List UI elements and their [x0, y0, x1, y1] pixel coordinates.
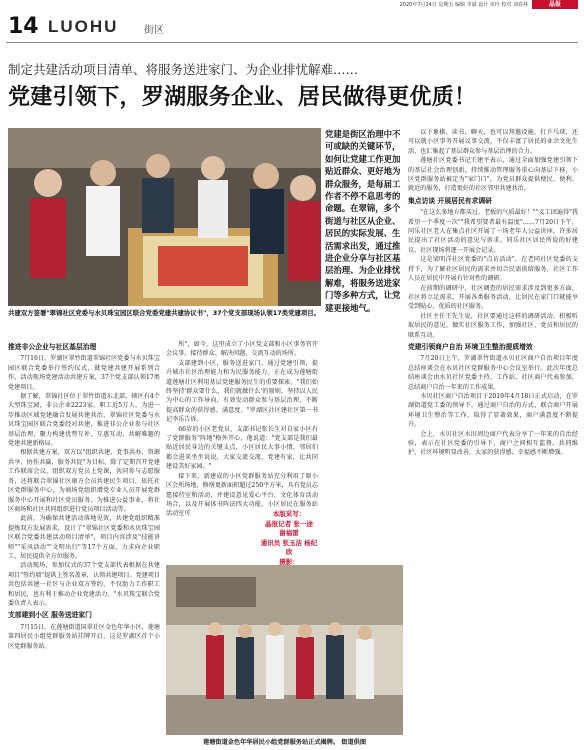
section-heading: 党建引领商户自治 环境卫生整治提质增效: [408, 342, 533, 351]
article-headline: 党建引领下，罗湖服务企业、居民做得更优质！: [8, 85, 477, 110]
page-masthead: [6, 14, 578, 40]
credit-line: 摄影：: [279, 557, 299, 566]
credit-line: 谢福雷: [279, 529, 299, 537]
section-name: 街区: [144, 25, 164, 36]
section-heading: 集点访谈 开展居民有求调研: [408, 196, 492, 205]
page-name: LUOHU: [48, 17, 119, 36]
body-paragraph: 支部建到小区，服务送进家门，通过党建引领，提升城市社区治理能力和为民服务能力。正在成为莲塘街道莲塘社区利用基层党建服务民生的重要探索。"我们始终坚持'群众要什么，我们就做什么'的原则，坚持以人民为中心的工作导向，有效发动群众参与基层治理，不断提高群众的获得感、满意度。"罗湖区社区建社区第一书记李乐告诉。: [166, 359, 318, 424]
page-number: 14: [8, 14, 39, 39]
editorial-intro: 党建是街区治理中不可或缺的关键环节，如何让党建工作更加贴近群众、更好地为群众服务，是每届工作者不停不息思考的命题。在翠锦，多个街道与社区从企业、居民的实际发展、生活需求出发，通过推进企业分享与社区基层治理、为企业排忧解难，将服务送进家门等多种方式，让党建更接地气。: [325, 129, 401, 313]
date-line: 2020年7月24日 星期五 编辑 李斌 设计 章玲 校对 刘春林: [399, 2, 528, 8]
section-heading: 推进非公企业与社区基层治理: [8, 343, 97, 351]
credit-line: 通讯员 张玉洁 杨纪欣: [260, 538, 318, 556]
article-column-3: [408, 128, 578, 746]
body-paragraph: 这是梁明洋社区党委的"点访活动"，在老同社区党委的支持下，为了解社区居民的需求并切合民需供给服务，社区工作人员在居民中开展有针对性的调研。: [408, 256, 578, 283]
body-paragraph: 社区主任王先生说，社区要通过这样的调研活动，积极听取居民的意见，做实社区服务工作，加强社区、党员和居民的联系互动。: [408, 312, 578, 339]
body-paragraph: 接下来，新建成的小区党群服务站充分利用了原小区会所场地，修缮更新面积超过250平方米，具有党员志愿接待室和活动，并建设意见爱心平台，文化体育活动场合，以及开展体书阵法四大功能，小区居民在服务站活动室可: [166, 472, 318, 518]
top-info-bar: [0, 0, 584, 10]
body-paragraph: 据了解，翠锦社区位于翠竹街道东北部，辖区有4个大型珠宝园，非公企业2223家。职工近5万人，为进一步推动区域党建融合发展共建共治，翠锦社区党委与水贝珠宝园区联合党委经对共建，推进非公企业参与社区基层治理，聚力构建优势互补、互惠互动、共解难题的党建共建新格局。: [8, 393, 160, 448]
body-paragraph: "在这么多地方都买过，老板的气质最好！""义工团遍得"我希望一个季度一次""我希望要者最有温度"……7月20日下午，同乐社区老人在集点社区开展了一场老年人公益讲座，许多居民提出了社区活动的意见与诉求。同乐社区居民所说的好建议，社区现场将逐一开展会记录。: [408, 209, 578, 254]
body-paragraph: 根据共建方案，双方以"组织共建、党事共办、资源共享、协作共赢、服务共促"为目标，除了定期召开党建工作联席会议，组织双方党员上党课，共同参与志愿服务，还将联合翠锦社区康方会员共建民生项目，依托社区党群服务中心，为商场党组织增党专业人员开展党群服务中心开展和社区党员服务。为推进公益事业，将社区商场和社区共同组织进行党员项目活动等。: [8, 449, 160, 513]
body-paragraph: 在前期的调研中，社区调查的居民需求涉及到更多方面，社区将立足需求，开展各类服务活动，让居民在家门口就能享受到贴心、优质的社区服务。: [408, 284, 578, 311]
masthead-divider: [6, 42, 578, 43]
article-subhead: 制定共建活动项目清单、将服务送进家门、为企业排忧解难……: [8, 62, 359, 77]
body-paragraph: 以下象棋、读书、聊天，也可以拜邀设施，打乒乓球，还可以就小区事务开展议事交流，不仅丰富了居民的业余文化生活，也汇集起了基层群众参与基层治理的合力。: [408, 129, 578, 155]
body-paragraph: 水贝社区商户自治项目于2019年4月18日正式启动，在罗湖街道党工委的领导下，通过商户自治的方式，联合商户开展环境卫生整治等工作，取得了显著效果，商户满意度不断提升。: [408, 392, 578, 429]
body-paragraph: 66岁的小区老党员，支部书记张长生对自家小区有了党群服务"阵地"格外开心，他说道："党支部是我们最贴近居民身边的关键支点，小区居民大事小情，邻居们都会进来坐坐说说，大家交流交流，党建有家，让共同建设美好家园。": [166, 425, 318, 471]
section-heading: 支部建到小区 服务送进家门: [8, 611, 92, 620]
body-paragraph: 所"，如今，这里成立了小区党支部和小区事务官开会议事、接待群众、解决问题、交流互动的场所。: [166, 341, 318, 358]
body-paragraph: 会上，水贝社区水田周边商户代表分享了一年来的自治经验，表示在社区党委的引导下，商户之间相互监督、共同维护，社区环境明显改善，大家的获得感、幸福感不断增强。: [408, 430, 578, 457]
photo-caption-station: 莲塘街道金色年华居民小组党群服务站正式揭牌。 街道供图: [202, 739, 367, 746]
body-paragraph: 7月16日，罗湖区翠竹街道翠锦社区党委与水贝珠宝园区联合党委举行签约仪式，就党建共建开展系列合作，活动现场党建活动共建方案，37个党支部认领17类党建项目。: [8, 355, 160, 391]
credit-line: 晶报记者 张一途: [265, 519, 313, 528]
body-paragraph: 莲塘社区党委书记王建平表示，通过全面加强党建引领下的基层社会治理创新，持续推动管理服务重心向基层下移，小区党群服务站被定为"家门口"，为党员群众提供便民、便利、就近的服务，打造更好的社区邻里共建共治。: [408, 157, 578, 193]
article-column-1: [8, 340, 160, 748]
service-station-photo: [166, 565, 403, 735]
body-paragraph: 7月15日，在莲塘街道国翠社区金色年华小区，莲塘第四居民小组党群服务站挂牌开启，这是罗湖区首个小区党群服务站。: [8, 623, 160, 650]
body-paragraph: 7月20日上午，罗湖翠竹街道水贝社区商户自治项目年度总结座谈会在水贝社区党群服务中心会议室举行。此次年度总结座谈会由水贝社区党委主持，工作站、社区商户代表参加，总结商户自治一年来的工作成果。: [408, 355, 578, 391]
credit-line: 本版采写：: [272, 510, 306, 518]
newspaper-logo: 晶报: [532, 0, 578, 9]
body-paragraph: 此前，为确保共建活动落地见效，共建党组织精准提炼双方发展需求，设计了"翠锦社区党委和水贝珠宝园区联合党委共建活动项目清单"，项目内容涉及"技能讲师""采风活动""文明出行"等17个方面，力求向企业职工、居民提供全方位服务。: [8, 515, 160, 560]
photo-caption-signing: 共建双方签署"翠锦社区党委与水贝珠宝园区联合党委党建共建协议书"，37个党支部现场认领17类党建项目。: [8, 309, 321, 317]
signing-ceremony-photo: [8, 128, 321, 306]
body-paragraph: 活动现场，参加仪式的37个党支部代表根据在共建项目"签约墙"提供上签名盖章，认领共建项目。党建项目共包括共建一社区与企业双方签约，不仅助力工作职工和居民，也有利于推动企业党建活力。"水贝珠宝联合党委负责人表示。: [8, 562, 160, 607]
